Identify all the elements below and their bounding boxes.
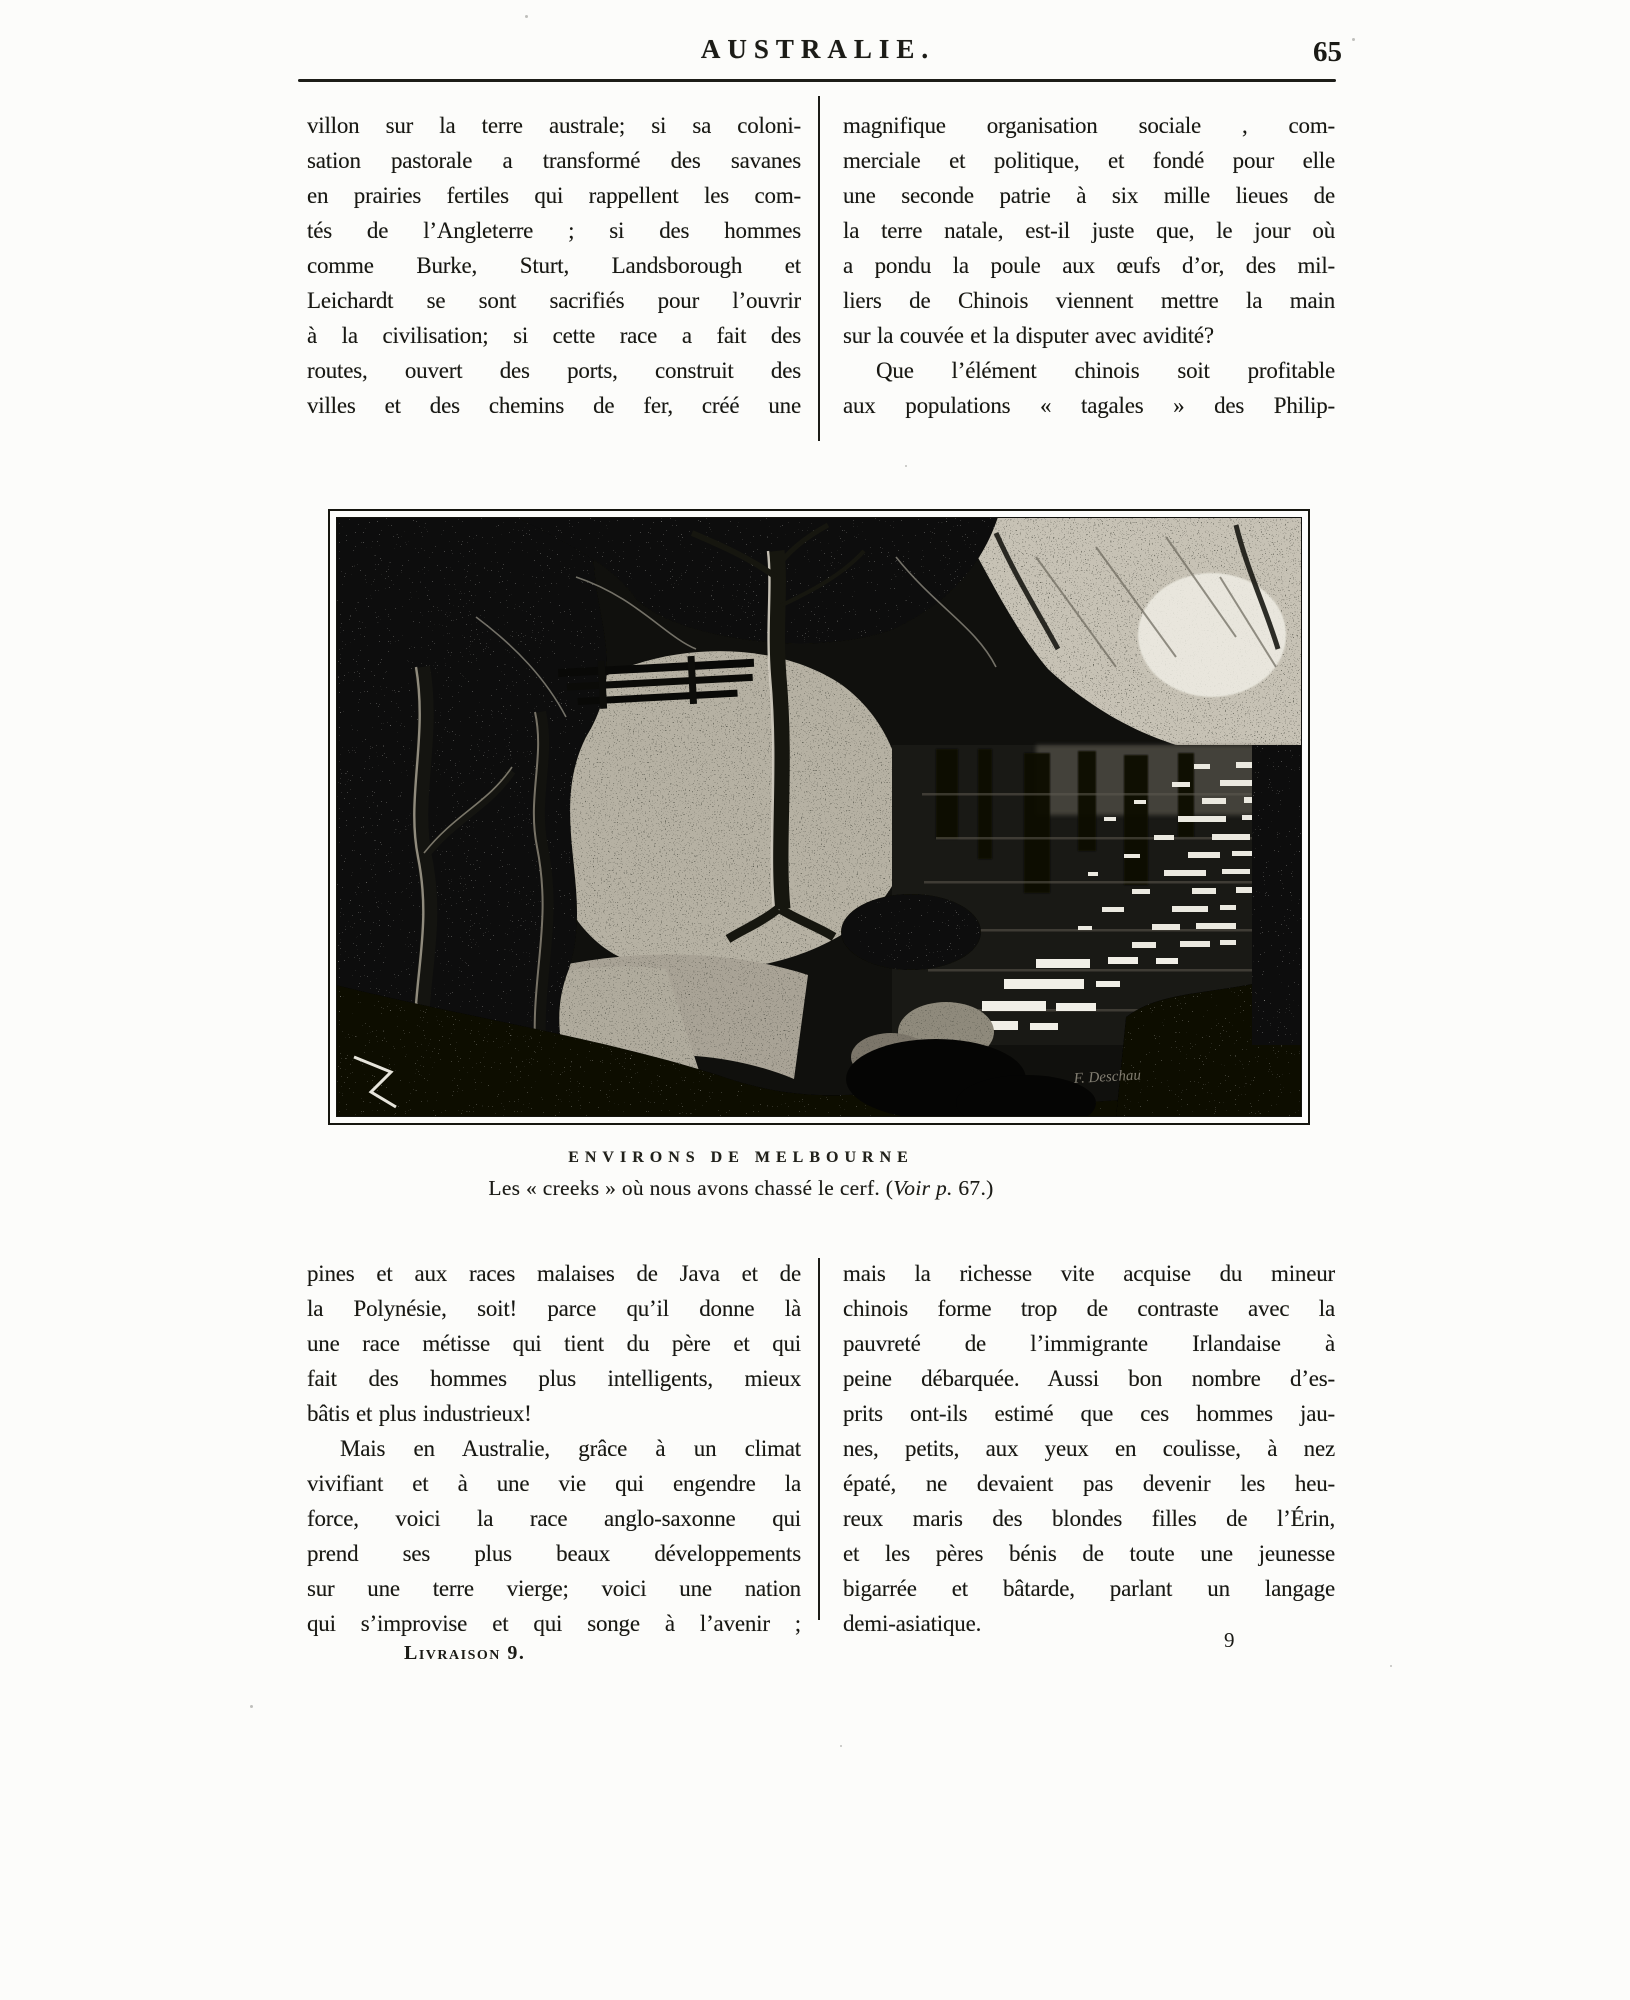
caption-reference-italic: Voir p. bbox=[893, 1176, 953, 1200]
text-line: prits ont-ils estimé que ces hommes jau- bbox=[843, 1401, 1335, 1426]
page-header bbox=[300, 34, 1342, 74]
text-line: épaté, ne devaient pas devenir les heu- bbox=[843, 1471, 1335, 1496]
text-line: une race métisse qui tient du père et qui bbox=[307, 1331, 801, 1356]
text-line: a pondu la poule aux œufs d’or, des mil- bbox=[843, 253, 1335, 278]
text-line: sation pastorale a transformé des savanes bbox=[307, 148, 801, 173]
text-line: bâtis et plus industrieux! bbox=[307, 1401, 532, 1426]
text-line: routes, ouvert des ports, construit des bbox=[307, 358, 801, 383]
text-line: demi-asiatique. bbox=[843, 1611, 982, 1636]
running-title: AUSTRALIE. bbox=[700, 34, 936, 64]
text-line: aux populations « tagales » des Philip- bbox=[843, 393, 1335, 418]
text-line: vivifiant et à une vie qui engendre la bbox=[307, 1471, 801, 1496]
header-rule bbox=[298, 79, 1336, 82]
text-line: fait des hommes plus intelligents, mieux bbox=[307, 1366, 801, 1391]
text-line: chinois forme trop de contraste avec la bbox=[843, 1296, 1335, 1321]
top-left-column bbox=[307, 108, 801, 423]
text-line: une seconde patrie à six mille lieues de bbox=[843, 183, 1335, 208]
page-number: 65 bbox=[1313, 36, 1342, 68]
top-right-column bbox=[843, 108, 1335, 423]
bottom-left-column bbox=[307, 1256, 801, 1641]
text-line: et les pères bénis de toute une jeunesse bbox=[843, 1541, 1335, 1566]
text-line: prend ses plus beaux développements bbox=[307, 1541, 801, 1566]
text-line: qui s’improvise et qui songe à l’avenir ; bbox=[307, 1611, 801, 1636]
text-line: Que l’élément chinois soit profitable bbox=[876, 358, 1335, 383]
text-line: Mais en Australie, grâce à un climat bbox=[340, 1436, 801, 1461]
bottom-right-column bbox=[843, 1256, 1335, 1641]
text-line: en prairies fertiles qui rappellent les com- bbox=[307, 183, 801, 208]
text-line: mais la richesse vite acquise du mineur bbox=[843, 1261, 1335, 1286]
scan-speck bbox=[250, 1705, 253, 1708]
engraving-frame bbox=[328, 509, 1310, 1125]
figure-caption bbox=[250, 1149, 1232, 1201]
caption-reference-page: 67.) bbox=[952, 1176, 994, 1200]
text-line: la Polynésie, soit! parce qu’il donne là bbox=[307, 1296, 801, 1321]
text-line: force, voici la race anglo-saxonne qui bbox=[307, 1506, 801, 1531]
text-line: sur la couvée et la disputer avec avidité? bbox=[843, 323, 1214, 348]
livraison-footer: Livraison 9. bbox=[404, 1642, 526, 1664]
text-line: tés de l’Angleterre ; si des hommes bbox=[307, 218, 801, 243]
text-line: nes, petits, aux yeux en coulisse, à nez bbox=[843, 1436, 1335, 1461]
caption-text: Les « creeks » où nous avons chassé le cerf. ( bbox=[488, 1176, 894, 1200]
text-line: la terre natale, est-il juste que, le jour où bbox=[843, 218, 1335, 243]
text-line: bigarrée et bâtarde, parlant un langage bbox=[843, 1576, 1335, 1601]
text-line: reux maris des blondes filles de l’Érin, bbox=[843, 1506, 1335, 1531]
text-line: comme Burke, Sturt, Landsborough et bbox=[307, 253, 801, 278]
scan-speck bbox=[1390, 1665, 1392, 1667]
scan-speck bbox=[525, 15, 528, 18]
engraving-figure bbox=[328, 509, 1310, 1201]
text-line: villon sur la terre australe; si sa coloni- bbox=[307, 113, 801, 138]
scan-speck bbox=[905, 465, 907, 467]
text-line: peine débarquée. Aussi bon nombre d’es- bbox=[843, 1366, 1335, 1391]
text-line: pauvreté de l’immigrante Irlandaise à bbox=[843, 1331, 1335, 1356]
scan-speck bbox=[840, 1745, 842, 1747]
text-line: magnifique organisation sociale , com- bbox=[843, 113, 1335, 138]
text-line: merciale et politique, et fondé pour elle bbox=[843, 148, 1335, 173]
figure-caption-title: ENVIRONS DE MELBOURNE bbox=[568, 1149, 914, 1166]
figure-caption-line bbox=[250, 1176, 1232, 1201]
text-line: villes et des chemins de fer, créé une bbox=[307, 393, 801, 418]
text-line: Leichardt se sont sacrifiés pour l’ouvrir bbox=[307, 288, 801, 313]
scan-speck bbox=[1352, 38, 1355, 41]
column-divider-top bbox=[818, 96, 820, 441]
text-line: liers de Chinois viennent mettre la main bbox=[843, 288, 1335, 313]
text-line: pines et aux races malaises de Java et de bbox=[307, 1261, 801, 1286]
creek-engraving bbox=[336, 517, 1302, 1117]
column-divider-bottom bbox=[818, 1258, 820, 1620]
text-line: à la civilisation; si cette race a fait des bbox=[307, 323, 801, 348]
signature-mark-number: 9 bbox=[1224, 1628, 1235, 1652]
engraver-signature: F. Deschau bbox=[1073, 1067, 1142, 1087]
text-line: sur une terre vierge; voici une nation bbox=[307, 1576, 801, 1601]
